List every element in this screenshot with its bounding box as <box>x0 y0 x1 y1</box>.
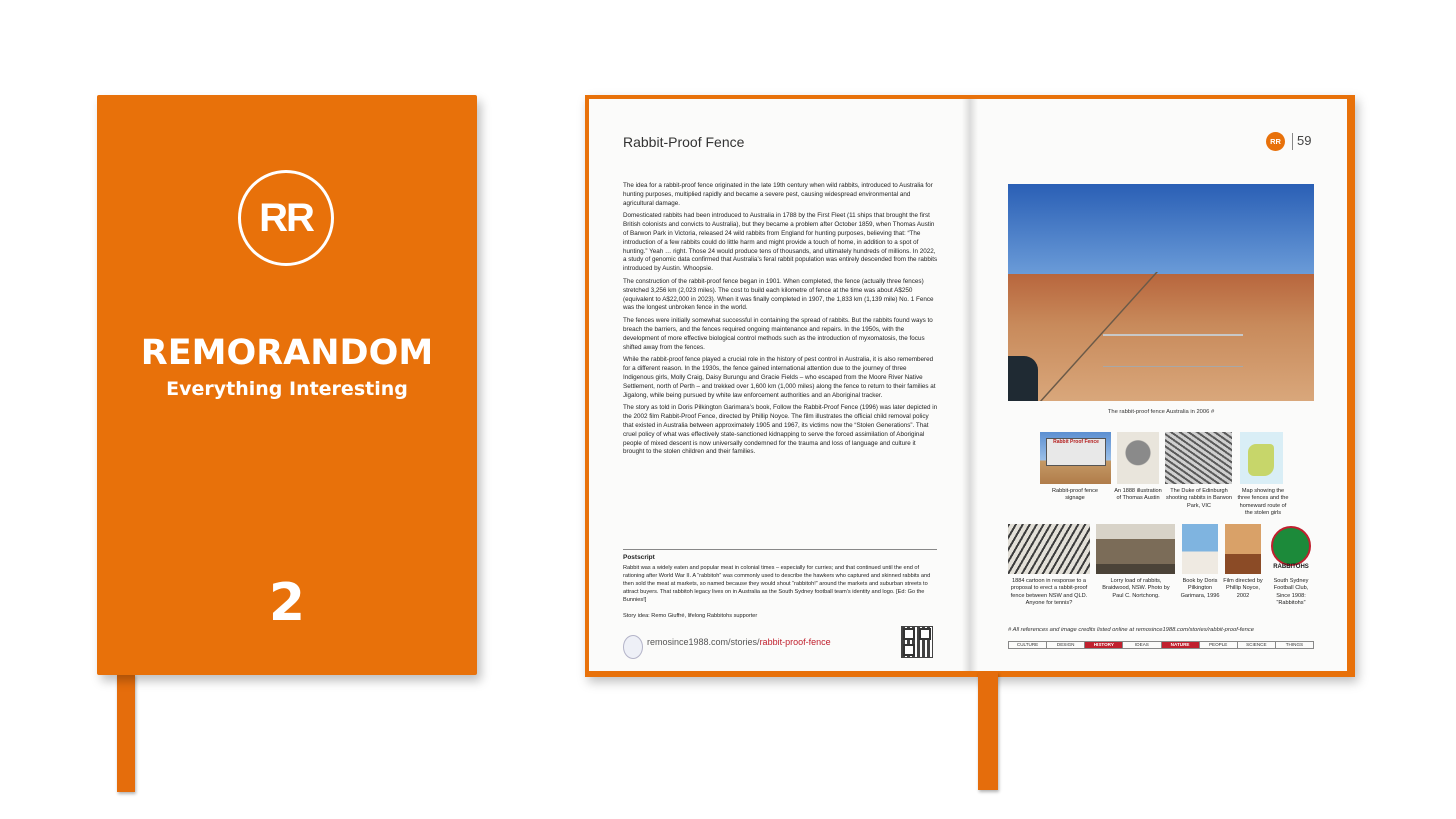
paragraph: The idea for a rabbit-proof fence originated in the late 19th century when wild rabbits, introduced to Australia for hunting purposes, multiplied rapidly and became a severe pest, causing widespread environmental and agricultural damage. <box>623 182 933 207</box>
thumb-caption: An 1888 illustration of Thomas Austin <box>1114 488 1162 502</box>
nav-history[interactable]: HISTORY <box>1085 642 1123 648</box>
thumb-fence-sign: Rabbit Proof Fence <box>1040 432 1111 484</box>
thumb-duke-shooting <box>1165 432 1232 484</box>
paragraph: Domesticated rabbits had been introduced to Australia in 1788 by the First Fleet (11 ships that brought the first British colonists and convicts to Australia), but they became a problem after October 1859, when Thomas Austin of Barwon Park in Victoria, released 24 wild rabbits from England for hunting purposes, believing that: “The introduction of a few rabbits could do little harm and might provide a touch of home, in addition to a spot of hunting.” Yeah … right. Those 24 would produce tens of thousands, and ultimately hundreds of millions. In 2022, a study of genomic data confirmed that Australia’s feral rabbit population was entirely descended from the rabbits introduced by Austin. Whoopsie. <box>623 212 938 273</box>
thumb-caption: Film directed by Phillip Noyce, 2002 <box>1223 578 1263 599</box>
thumb-caption: Book by Doris Pilkington Garimara, 1996 <box>1180 578 1220 599</box>
story-credit: Story idea: Remo Giuffré, lifelong Rabbitohs supporter <box>623 613 758 619</box>
nav-culture[interactable]: CULTURE <box>1009 642 1047 648</box>
postscript-divider <box>623 549 937 550</box>
bookmark-ribbon <box>117 674 135 792</box>
thumb-1884-cartoon <box>1008 524 1090 574</box>
rabbitohs-logo: RABBITOHS <box>1268 526 1314 572</box>
paragraph: The story as told in Doris Pilkington Garimara’s book, Follow the Rabbit-Proof Fence (1996) was later depicted in the 2002 film Rabbit-Proof Fence, directed by Phillip Noyce. The film illustrates the official child removal policy that existed in Australia between approximately 1905 and 1967, its victims now the “Stolen Generations”. That cruel policy of what was effectively state-sanctioned kidnapping to serve the forced assimilation of Aboriginal people of mixed descent is now universally condemned for the trauma and loss of language and culture it brought to the stolen children and their families. <box>623 404 938 456</box>
right-page <box>970 99 1347 671</box>
volume-number: 2 <box>268 573 306 633</box>
hero-photo-fence <box>1008 184 1314 401</box>
thumb-caption: The Duke of Edinburgh shooting rabbits in Barwon Park, VIC <box>1166 488 1232 509</box>
mascot-icon <box>623 635 643 659</box>
book-cover <box>97 95 477 675</box>
thumb-caption: 1884 cartoon in response to a proposal to erect a rabbit-proof fence between NSW and QLD. Anyone for tennis? <box>1010 578 1088 607</box>
page-number: 59 <box>1297 133 1312 148</box>
nav-nature[interactable]: NATURE <box>1162 642 1200 648</box>
nav-people[interactable]: PEOPLE <box>1200 642 1238 648</box>
remorandom-logo <box>238 170 334 266</box>
left-page <box>589 99 970 671</box>
header-divider <box>1292 133 1293 150</box>
qr-code-icon <box>901 626 933 658</box>
thumb-thomas-austin <box>1117 432 1159 484</box>
paragraph: The construction of the rabbit-proof fence began in 1901. When completed, the fence (actually three fences) stretched 3,256 km (2,023 miles). The cost to build each kilometre of fence at the time was about A$250 (equivalent to A$22,000 in 2023). When it was finally completed in 1907, the 1,833 km (1,139 mile) No. 1 Fence was the longest unbroken fence in the world. <box>623 277 934 312</box>
thumb-caption: Lorry load of rabbits, Braidwood, NSW. Photo by Paul C. Nortchong. <box>1102 578 1170 599</box>
article-body <box>623 182 938 461</box>
logo-letters: RR <box>259 195 313 240</box>
hero-caption: The rabbit-proof fence Australia in 2006 # <box>1107 409 1215 415</box>
nav-science[interactable]: SCIENCE <box>1238 642 1276 648</box>
postscript-text: Rabbit was a widely eaten and popular meat in colonial times – especially for curries; and that continued until the end of rationing after World War II. A “rabbitoh” was commonly used to describe the hawkers who captured and skinned rabbits and then sold the meat at markets, so named because they would shout “rabbitoh!” around the markets and suburban streets to attract buyers. That rabbitoh legacy lives on in Australia as the South Sydney football team’s identity and logo. [Ed: Go the Bunnies!] <box>623 565 931 603</box>
thumb-book-cover <box>1182 524 1218 574</box>
nav-design[interactable]: DESIGN <box>1047 642 1085 648</box>
nav-things[interactable]: THINGS <box>1285 642 1304 647</box>
cover-title: REMORANDOM <box>140 333 434 373</box>
thumb-film-poster <box>1225 524 1261 574</box>
nav-ideas[interactable]: IDEAS <box>1123 642 1161 648</box>
thumb-lorry-rabbits <box>1096 524 1175 574</box>
remorandom-logo-small: RR <box>1266 132 1285 151</box>
thumb-caption: Rabbit-proof fence signage <box>1051 488 1099 502</box>
references-note: # All references and image credits listed online at remosince1988.com/stories/rabbit-proof-fence <box>1008 627 1254 633</box>
paragraph: The fences were initially somewhat successful in containing the spread of rabbits. But the rabbits found ways to breach the barriers, and the fences required ongoing maintenance and repairs. In the 1950s, with the development of more effective biological control methods such as the introduction of myxomatosis, the focus shifted away from the fences. <box>623 317 933 351</box>
story-link[interactable]: remosince1988.com/stories/rabbit-proof-fence <box>647 637 831 647</box>
category-nav <box>1008 641 1314 649</box>
open-book-ribbon <box>978 672 998 790</box>
thumb-fence-map <box>1240 432 1283 484</box>
paragraph: While the rabbit-proof fence played a crucial role in the history of pest control in Australia, it is also remembered for a different reason. In the 1930s, the fence gained international attention due to the journey of three Indigenous girls, Molly Craig, Daisy Burungu and Gracie Fields – who escaped from the Moore River Native Settlement, north of Perth – and trekked over 1,600 km (1,000 miles) along the fence to return to their families at Jigalong, while being pursued by white law enforcement authorities and an Aboriginal tracker. <box>623 356 936 399</box>
cover-subtitle: Everything Interesting <box>166 378 408 400</box>
book-gutter <box>962 99 978 671</box>
thumb-caption: South Sydney Football Club, Since 1908: “Rabbitohs” <box>1273 578 1309 607</box>
article-title: Rabbit-Proof Fence <box>623 134 745 150</box>
postscript-heading: Postscript <box>623 554 655 561</box>
thumb-caption: Map showing the three fences and the homeward route of the stolen girls <box>1237 488 1289 517</box>
